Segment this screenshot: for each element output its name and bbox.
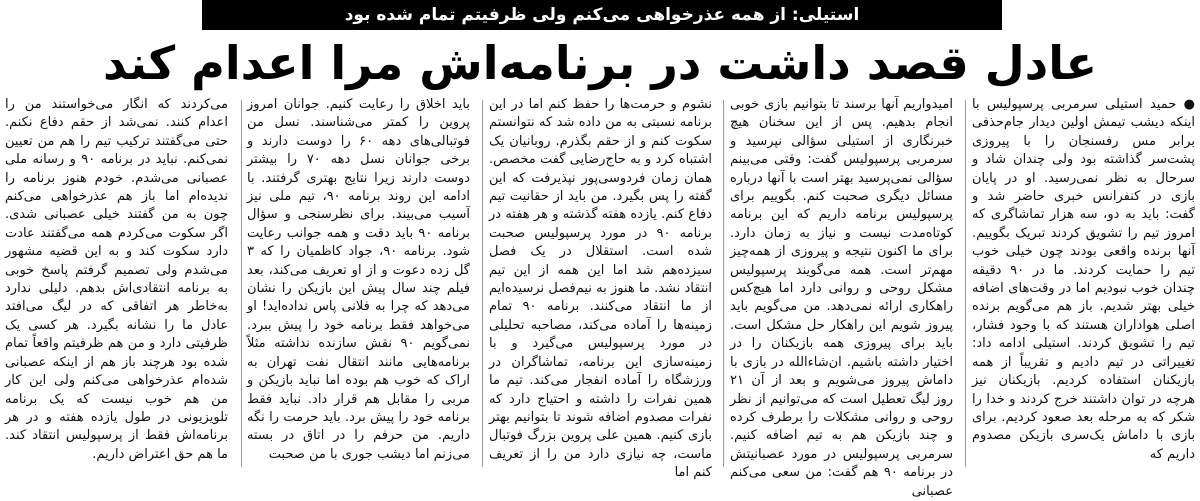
column-1-text: ● حمید استیلی سرمربی پرسپولیس با اینکه دیشب تیمش اولین دیدار جام‌حذفی برابر مس رفسنجان را با پیروزی پشت‌سر گذاشته بود ولی چندان شاد و سرحال به نظر نمی‌رسید. او در پایان بازی در کنفرانس خبری حاضر شد و گفت: باید به دو، سه هزار تماشاگری که امروز تیم را تشویق کردند تبریک بگوییم. آنها برنده واقعی بودند چون خیلی خوب تیم را حمایت کردند. ما در ۹۰ دقیقه چندان خوب نبودیم اما در وقت‌های اضافه خیلی بهتر شدیم. باز هم می‌گویم برنده اصلی هواداران هستند که با وجود فشار، تیم را تشویق کردند. استیلی ادامه داد: تغییراتی در تیم دادیم و تقریباً از همه بازیکنان استفاده کردیم. بازیکنان نیز هرچه در توان داشتند خرج کردند و خدا را شکر که به مرحله بعد صعود کردیم. برای بازی با داماش یک‌سری بازیکن مصدوم داریم که — [972, 97, 1195, 462]
kicker-text: استیلی: از همه عذرخواهی می‌کنم ولی ظرفیتم تمام شده بود — [344, 5, 860, 25]
headline: عادل قصد داشت در برنامه‌اش مرا اعدام کند — [103, 36, 1097, 90]
article-columns — [5, 96, 1195, 499]
column-2-text: امیدواریم آنها برسند تا بتوانیم بازی خوبی انجام بدهیم. پس از این سخنان هیچ خبرنگاری از استیلی سؤالی نپرسید و سرمربی پرسپولیس گفت: وقتی می‌بینم سؤالی نمی‌پرسید بهتر است با آنها درباره مسائل دیگری صحبت کنم. بگوییم برای پرسپولیس برنامه داریم که این برنامه کوتاه‌مدت نیست و نیاز به زمان دارد. برای ما اکنون نتیجه و پیروزی از همه‌چیز مهم‌تر است. همه می‌گویند پرسپولیس مشکل روحی و روانی دارد اما هیچ‌کس راهکاری ارائه نمی‌دهد. من می‌گویم باید پیروز شویم این راهکار حل مشکل است. باید برای پیروزی همه بازیکنان را در اختیار داشته باشیم. ان‌شاءالله در بازی با داماش پیروز می‌شویم و بعد از آن ۲۱ روز لیگ تعطیل است که می‌توانیم از نظر روحی و روانی مشکلات را برطرف کرده و چند بازیکن هم به تیم اضافه کنیم. سرمربی پرسپولیس در مورد عصبانیتش در برنامه ۹۰ هم گفت: من سعی می‌کنم عصبانی — [730, 97, 953, 499]
column-5-text: می‌کردند که انگار می‌خواستند من را اعدام کنند. نمی‌شد از حقم دفاع نکنم. حتی می‌گفتند ترکیب تیم را هم من تعیین نمی‌کنم. نباید در برنامه ۹۰ و رسانه ملی عصبانی می‌شدم. خودم هنوز برنامه را ندیده‌ام اما باز هم عذرخواهی می‌کنم چون به من گفتند خیلی عصبانی شدی. اگر سکوت می‌کردم همه می‌گفتند عادت دارد سکوت کند و به این قضیه مشهور می‌شدم ولی تصمیم گرفتم پاسخ خوبی به برنامه انتقادی‌اش بدهم. دلیلی ندارد به‌خاطر هر اتفاقی که در لیگ می‌افتد عادل ما را نشانه بگیرد. هر کسی یک ظرفیتی دارد و من هم ظرفیتم واقعاً تمام شده بود هرچند باز هم از اینکه عصبانی شده‌ام عذرخواهی می‌کنم ولی این کار من هم خوب نیست که یک برنامه تلویزیونی در طول یازده هفته و در هر برنامه‌اش فقط از پرسپولیس انتقاد کند. ما هم حق اعتراض داریم. — [5, 97, 228, 462]
article-column-1 — [972, 96, 1195, 467]
column-4-text: باید اخلاق را رعایت کنیم. جوانان امروز پروین را کمتر می‌شناسند. نسل من فوتبالی‌های دهه ۶۰ را دوست دارند و برخی جوانان نسل دهه ۷۰ را بیشتر دوست دارند زیرا نتایج بهتری گرفتند. با ادامه این روند برنامه ۹۰، تیم ملی نیز آسیب می‌بیند. برای نظرسنجی و سؤال برنامه ۹۰ باید دقت و همه جوانب رعایت شود. برنامه ۹۰، جواد کاظمیان را که ۳ گل زده دعوت و از او تعریف می‌کند، بعد فیلم چند سال پیش این بازیکن را نشان می‌دهد که چرا به فلانی پاس نداده‌اید! او می‌خواهد فقط برنامه خود را پیش ببرد. نمی‌گویم ۹۰ نقش سازنده نداشته مثلاً برنامه‌هایی مانند انتقال نفت تهران به اراک که خوب هم بوده اما نباید بازیکن و مربی را مقابل هم قرار داد. نباید فقط برنامه خود را پیش برد. باید حرمت را نگه داریم. من حرفم را در اتاق در بسته می‌زنم اما دیشب جوری با من صحبت — [247, 97, 471, 462]
column-divider — [241, 100, 242, 467]
column-divider — [482, 100, 483, 467]
column-3-text: نشوم و حرمت‌ها را حفظ کنم اما در این برنامه نسبتی به من داده شد که نتوانستم سکوت کنم و از حقم بگذرم. روبانیان یک اشتباه کرد و به حاج‌رضایی گفت مخصص. همان زمان فردوسی‌پور نپذیرفت که این گفته را پس بگیرد. من باید از حقانیت تیم دفاع کنم. یازده هفته گذشته و هر هفته در برنامه ۹۰ در مورد پرسپولیس صحبت شده است. استقلال در یک فصل سیزده‌هم شد اما این همه از این تیم انتقاد نشد. ما هنوز به نیم‌فصل نرسیده‌ایم از ما انتقاد می‌کنند. برنامه ۹۰ تمام زمینه‌ها را آماده می‌کند، مصاحبه تحلیلی در مورد پرسپولیس می‌گیرد و با زمینه‌سازی این برنامه، تماشاگران در ورزشگاه را آماده انفجار می‌کند. تیم ما همین نفرات را داشته و احتیاج دارد که نفرات مصدوم اضافه شوند تا بتوانیم بهتر بازی کنیم. همین علی پروین بزرگ فوتبال ماست، چه نیازی دارد من را از تعریف کنم اما — [489, 97, 712, 481]
article-column-2 — [730, 96, 953, 499]
column-divider — [965, 100, 966, 467]
column-divider — [723, 100, 724, 467]
article-column-3 — [489, 96, 712, 481]
kicker-bar — [202, 0, 1002, 30]
article-column-4 — [247, 96, 470, 467]
article-column-5 — [5, 96, 228, 467]
